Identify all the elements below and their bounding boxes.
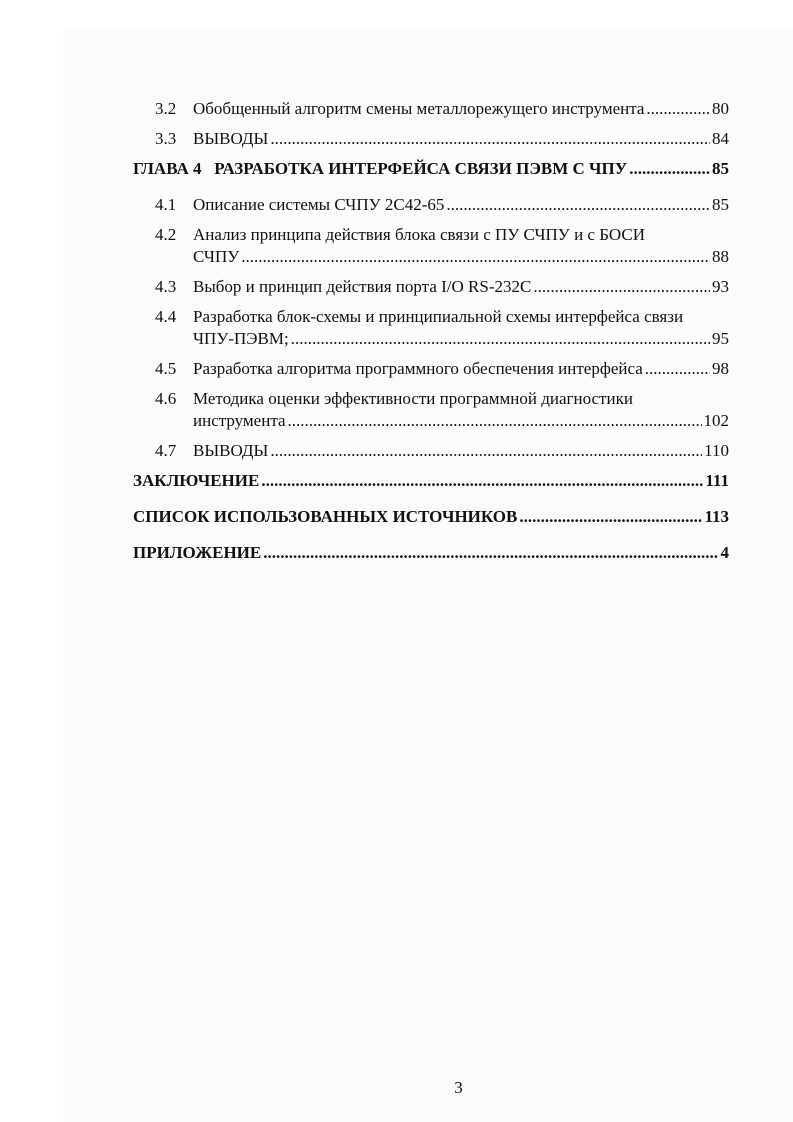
toc-entry-title: Выбор и принцип действия порта I/O RS-232C [193, 277, 532, 296]
toc-chapter-page: 85 [712, 159, 729, 178]
toc-entry-title: ВЫВОДЫ [193, 441, 269, 460]
toc-entry-title-line2: СЧПУ [193, 247, 240, 266]
toc-chapter-title: ЗАКЛЮЧЕНИЕ [133, 471, 260, 490]
toc-entry-number: 4.4 [155, 307, 177, 326]
dot-leader [263, 542, 718, 564]
dot-leader [270, 128, 710, 150]
toc-entry-4-6[interactable] [133, 388, 729, 432]
toc-entry-4-3[interactable] [133, 276, 729, 298]
toc-entry-title-line2: инструмента [193, 411, 286, 430]
toc-chapter-title: СПИСОК ИСПОЛЬЗОВАННЫХ ИСТОЧНИКОВ [133, 507, 518, 526]
dot-leader [645, 358, 710, 380]
toc-entry-title-line1: Разработка блок-схемы и принципиальной схемы интерфейса связи [193, 307, 684, 326]
dot-leader [288, 410, 702, 432]
toc-entry-number: 4.3 [155, 277, 177, 296]
toc-entry-title: Разработка алгоритма программного обеспечения интерфейса [193, 359, 643, 378]
toc-chapter-page: 113 [704, 507, 729, 526]
toc-entry-title: ВЫВОДЫ [193, 129, 269, 148]
toc-chapter-title: ПРИЛОЖЕНИЕ [133, 543, 262, 562]
toc-entry-4-5[interactable] [133, 358, 729, 380]
toc-chapter-title: ГЛАВА 4 РАЗРАБОТКА ИНТЕРФЕЙСА СВЯЗИ ПЭВМ С ЧПУ [133, 159, 628, 178]
toc-entry-number: 3.2 [155, 99, 177, 118]
toc-entry-page: 80 [712, 99, 729, 118]
toc-entry-page: 85 [712, 195, 729, 214]
dot-leader [629, 158, 710, 180]
toc-entry-4-4[interactable] [133, 306, 729, 350]
dot-leader [261, 470, 703, 492]
toc-entry-3-2[interactable] [133, 98, 729, 120]
toc-entry-number: 4.7 [155, 441, 177, 460]
toc-entry-title: Описание системы СЧПУ 2С42-65 [193, 195, 445, 214]
toc-entry-number: 4.2 [155, 225, 177, 244]
dot-leader [446, 194, 710, 216]
toc-entry-page: 88 [712, 247, 729, 266]
toc-entry-4-2[interactable] [133, 224, 729, 268]
dot-leader [646, 98, 710, 120]
toc-entry-page: 95 [712, 329, 729, 348]
toc-entry-page: 110 [704, 441, 729, 460]
dot-leader [241, 246, 710, 268]
toc-entry-3-3[interactable] [133, 128, 729, 150]
toc-entry-page: 93 [712, 277, 729, 296]
toc-chapter-page: 4 [720, 543, 729, 562]
toc-chapter-page: 111 [705, 471, 729, 490]
toc-entry-4-7[interactable] [133, 440, 729, 462]
toc-entry-number: 4.5 [155, 359, 177, 378]
toc-entry-title-line2: ЧПУ-ПЭВМ; [193, 329, 289, 348]
toc-appendix[interactable] [133, 542, 729, 564]
toc-entry-title-line1: Методика оценки эффективности программной диагностики [193, 389, 633, 408]
toc-chapter-4[interactable] [133, 158, 729, 180]
toc-entry-number: 3.3 [155, 129, 177, 148]
dot-leader [291, 328, 710, 350]
dot-leader [270, 440, 702, 462]
toc-entry-title: Обобщенный алгоритм смены металлорежущего инструмента [193, 99, 645, 118]
toc-entry-number: 4.1 [155, 195, 177, 214]
dot-leader [533, 276, 710, 298]
toc-entry-number: 4.6 [155, 389, 177, 408]
toc-entry-page: 98 [712, 359, 729, 378]
toc-entry-page: 102 [703, 411, 729, 430]
page-number: 3 [454, 1078, 463, 1097]
toc-entry-page: 84 [712, 129, 729, 148]
dot-leader [519, 506, 702, 528]
table-of-contents [133, 98, 729, 578]
toc-conclusion[interactable] [133, 470, 729, 492]
toc-entry-4-1[interactable] [133, 194, 729, 216]
toc-references[interactable] [133, 506, 729, 528]
toc-entry-title-line1: Анализ принципа действия блока связи с ПУ СЧПУ и с БОСИ [193, 225, 645, 244]
